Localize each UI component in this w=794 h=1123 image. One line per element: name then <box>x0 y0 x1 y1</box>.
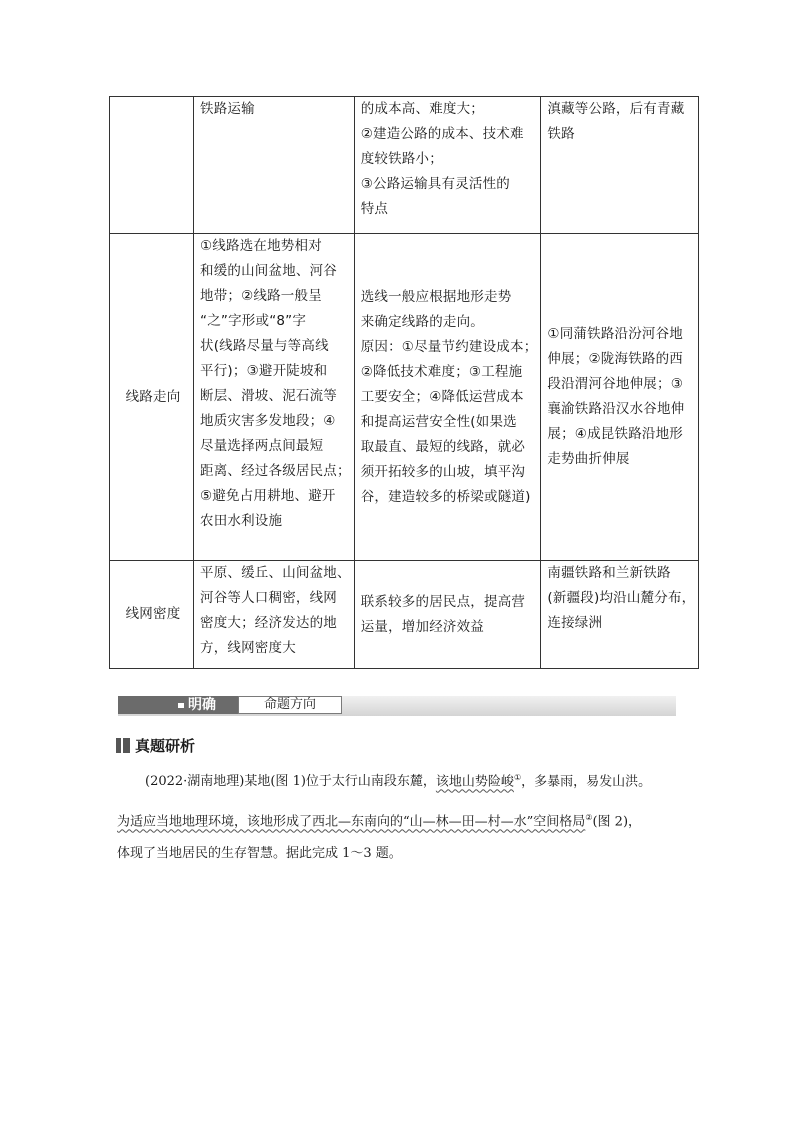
cell-line: 方，线网密度大 <box>200 640 296 656</box>
reason-cell <box>354 234 541 561</box>
cell-line: 特点 <box>360 201 389 217</box>
underlined-text: 为适应当地地理环境，该地形成了西北—东南向的“山—林—田—村—水”空间格局 <box>117 814 586 830</box>
cell-line: 农田水利设施 <box>200 513 283 529</box>
heading-bars-icon <box>116 738 130 753</box>
cell-line: 滇藏等公路，后有青藏 <box>547 101 685 117</box>
cell-line: 断层、滑坡、泥石流等 <box>200 388 337 404</box>
cell-line: 距离、经过各级居民点； <box>200 463 351 479</box>
cell-line: 和提高运营安全性(如果选 <box>360 413 517 430</box>
cell-line: 运量，增加经济效益 <box>360 618 485 635</box>
section-tab-dark <box>118 696 238 714</box>
section-tab-light-label: 命题方向 <box>238 696 342 714</box>
reason-cell <box>354 561 541 669</box>
cell-line: 的成本高、难度大； <box>360 101 485 117</box>
cell-line: ②建造公路的成本、技术难 <box>360 126 524 142</box>
cell-line: 平行)；③避开陡坡和 <box>200 363 328 379</box>
text-span: 体现了当地居民的生存智慧。据此完成 1～3 题。 <box>117 846 402 861</box>
cell-line: 原因：①尽量节约建设成本； <box>360 338 538 355</box>
cell-line: 铁路 <box>547 126 575 142</box>
table-row <box>110 561 699 669</box>
cell-line: 走势曲折伸展 <box>547 451 630 467</box>
cell-line: 须开拓较多的山坡，填平沟 <box>360 463 526 480</box>
method-cell <box>194 97 355 234</box>
cell-line: 密度大；经济发达的地 <box>200 615 337 631</box>
text-span: (2022·湖南地理)某地(图 1)位于太行山南段东麓， <box>145 774 436 790</box>
section-banner <box>118 696 676 716</box>
cell-line: 铁路运输 <box>200 101 255 117</box>
table-row <box>110 97 699 234</box>
cell-line: 工要安全；④降低运营成本 <box>360 388 524 405</box>
category-cell <box>110 97 194 234</box>
example-cell <box>541 97 699 234</box>
cell-line: 取最直、最短的线路，就必 <box>360 438 526 455</box>
square-bullet-icon <box>178 703 184 708</box>
category-cell: 线网密度 <box>110 561 194 669</box>
cell-line: 和缓的山间盆地、河谷 <box>200 263 337 279</box>
cell-line: 来确定线路的走向。 <box>360 313 485 330</box>
text-span: ，多暴雨，易发山洪。 <box>521 774 652 790</box>
table-row <box>110 234 699 561</box>
cell-line: 平原、缓丘、山间盆地、 <box>200 565 351 581</box>
cell-line: 南疆铁路和兰新铁路 <box>547 565 671 581</box>
cell-line: 联系较多的居民点，提高营 <box>360 593 526 610</box>
cell-line: 段沿渭河谷地伸展；③ <box>547 376 684 392</box>
cell-line: 连接绿洲 <box>547 615 603 631</box>
cell-line: 河谷等人口稠密，线网 <box>200 590 337 606</box>
cell-line: 谷，建造较多的桥梁或隧道) <box>360 488 531 505</box>
cell-line: ⑤避免占用耕地、避开 <box>200 488 336 504</box>
cell-line: 伸展；②陇海铁路的西 <box>547 351 684 367</box>
cell-line: ③公路运输具有灵活性的 <box>360 176 511 192</box>
cell-line: (新疆段)均沿山麓分布， <box>547 590 696 606</box>
cell-line: 地质灾害多发地段；④ <box>200 413 336 429</box>
cell-line: 度较铁路小； <box>360 151 443 167</box>
annotation-mark: ① <box>513 773 522 782</box>
cell-line: “之”字形或“8”字 <box>200 313 307 329</box>
method-cell <box>194 561 355 669</box>
question-paragraph-line-2 <box>117 808 677 832</box>
method-cell <box>194 234 355 561</box>
text-span: (图 2)， <box>592 814 642 830</box>
category-cell: 线路走向 <box>110 234 194 561</box>
cell-line: ①同蒲铁路沿汾河谷地 <box>547 326 684 342</box>
question-paragraph-line-3 <box>117 844 677 864</box>
example-cell <box>541 234 699 561</box>
section-tab-dark-label: 明确 <box>188 697 216 713</box>
section-heading-text: 真题研析 <box>135 737 196 755</box>
cell-line: 选线一般应根据地形走势 <box>360 288 512 305</box>
cell-line: 地带；②线路一般呈 <box>200 288 322 304</box>
cell-line: ①线路选在地势相对 <box>200 238 322 254</box>
cell-line: 襄渝铁路沿汉水谷地伸 <box>547 401 685 417</box>
reason-cell <box>354 97 541 234</box>
example-cell <box>541 561 699 669</box>
cell-line: 状(线路尽量与等高线 <box>200 338 329 354</box>
cell-line: ②降低技术难度；③工程施 <box>360 363 523 380</box>
cell-line: 尽量选择两点间最短 <box>200 438 324 454</box>
question-paragraph-line-1 <box>117 768 677 792</box>
annotation-mark: ② <box>585 813 593 822</box>
underlined-text: 该地山势险峻 <box>435 774 514 790</box>
cell-line: 展；④成昆铁路沿地形 <box>547 426 684 442</box>
railway-comparison-table <box>109 96 699 669</box>
